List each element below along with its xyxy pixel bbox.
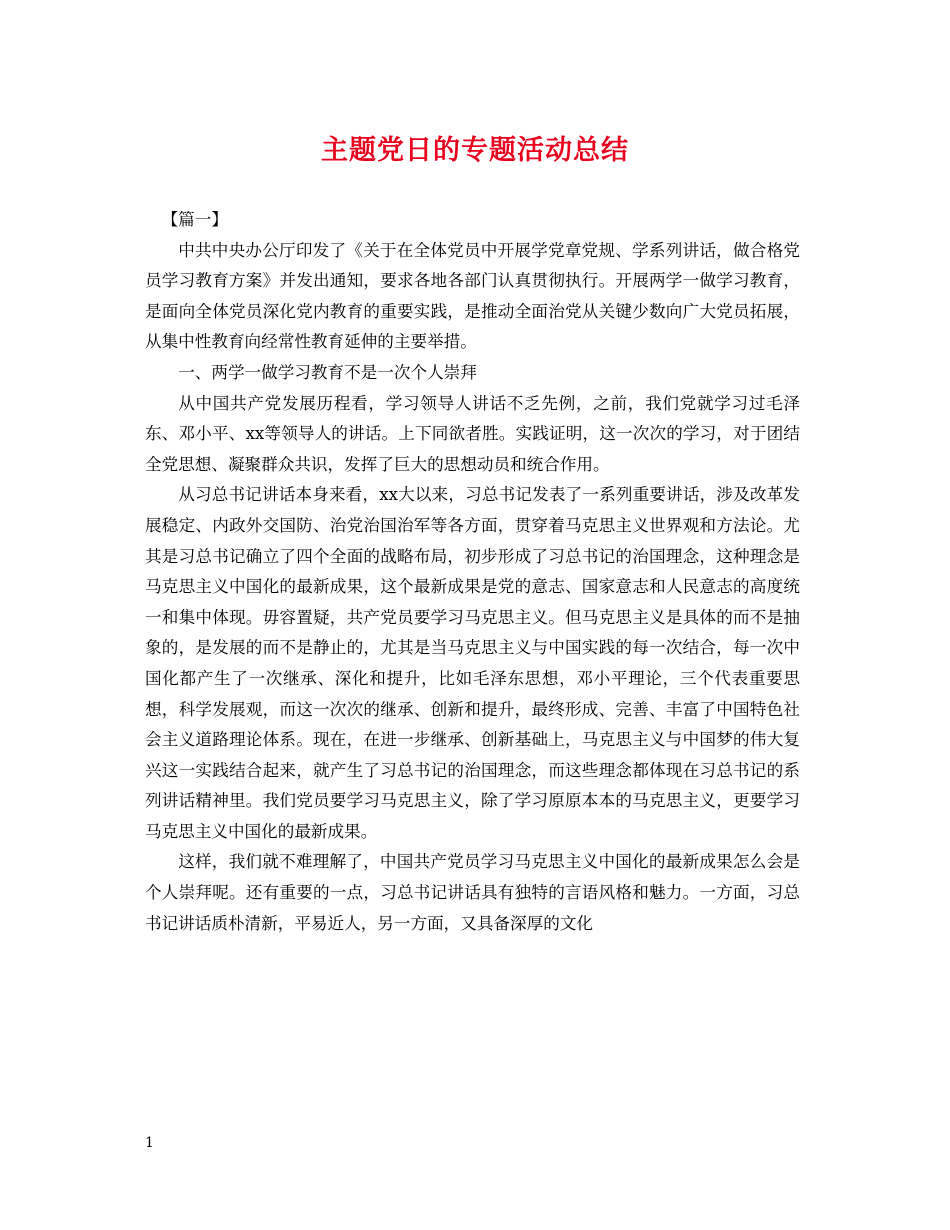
paragraph: 从中国共产党发展历程看，学习领导人讲话不乏先例，之前，我们党就学习过毛泽东、邓小平、xx等领导人的讲话。上下同欲者胜。实践证明，这一次次的学习，对于团结全党思想、凝聚群众共识，发挥了巨大的思想动员和统合作用。 [145, 393, 800, 474]
paragraph: 从习总书记讲话本身来看，xx大以来，习总书记发表了一系列重要讲话，涉及改革发展稳定、内政外交国防、治党治国治军等各方面，贯穿着马克思主义世界观和方法论。尤其是习总书记确立了四个全面的战略布局，初步形成了习总书记的治国理念，这种理念是马克思主义中国化的最新成果，这个最新成果是党的意志、国家意志和人民意志的高度统一和集中体现。毋容置疑，共产党员要学习马克思主义。但马克思主义是具体的而不是抽象的，是发展的而不是静止的，尤其是当马克思主义与中国实践的每一次结合，每一次中国化都产生了一次继承、深化和提升，比如毛泽东思想，邓小平理论，三个代表重要思想，科学发展观，而这一次次的继承、创新和提升，最终形成、完善、丰富了中国特色社会主义道路理论体系。现在，在进一步继承、创新基础上，马克思主义与中国梦的伟大复兴这一实践结合起来，就产生了习总书记的治国理念，而这些理念都体现在习总书记的系列讲话精神里。我们党员要学习马克思主义，除了学习原原本本的马克思主义，更要学习马克思主义中国化的最新成果。 [145, 485, 800, 841]
document-body [145, 205, 800, 939]
page-number: 1 [145, 1135, 154, 1151]
paragraph: 中共中央办公厅印发了《关于在全体党员中开展学党章党规、学系列讲话，做合格党员学习教育方案》并发出通知，要求各地各部门认真贯彻执行。开展两学一做学习教育，是面向全体党员深化党内教育的重要实践，是推动全面治党从关键少数向广大党员拓展，从集中性教育向经常性教育延伸的主要举措。 [145, 240, 800, 352]
document-title: 主题党日的专题活动总结 [321, 135, 629, 166]
paragraph: 这样，我们就不难理解了，中国共产党员学习马克思主义中国化的最新成果怎么会是个人崇拜呢。还有重要的一点，习总书记讲话具有独特的言语风格和魅力。一方面，习总书记讲话质朴清新，平易近人，另一方面，又具备深厚的文化 [145, 852, 800, 933]
section-label: 【篇一】 [161, 210, 228, 229]
section-heading: 一、两学一做学习教育不是一次个人崇拜 [178, 362, 477, 382]
